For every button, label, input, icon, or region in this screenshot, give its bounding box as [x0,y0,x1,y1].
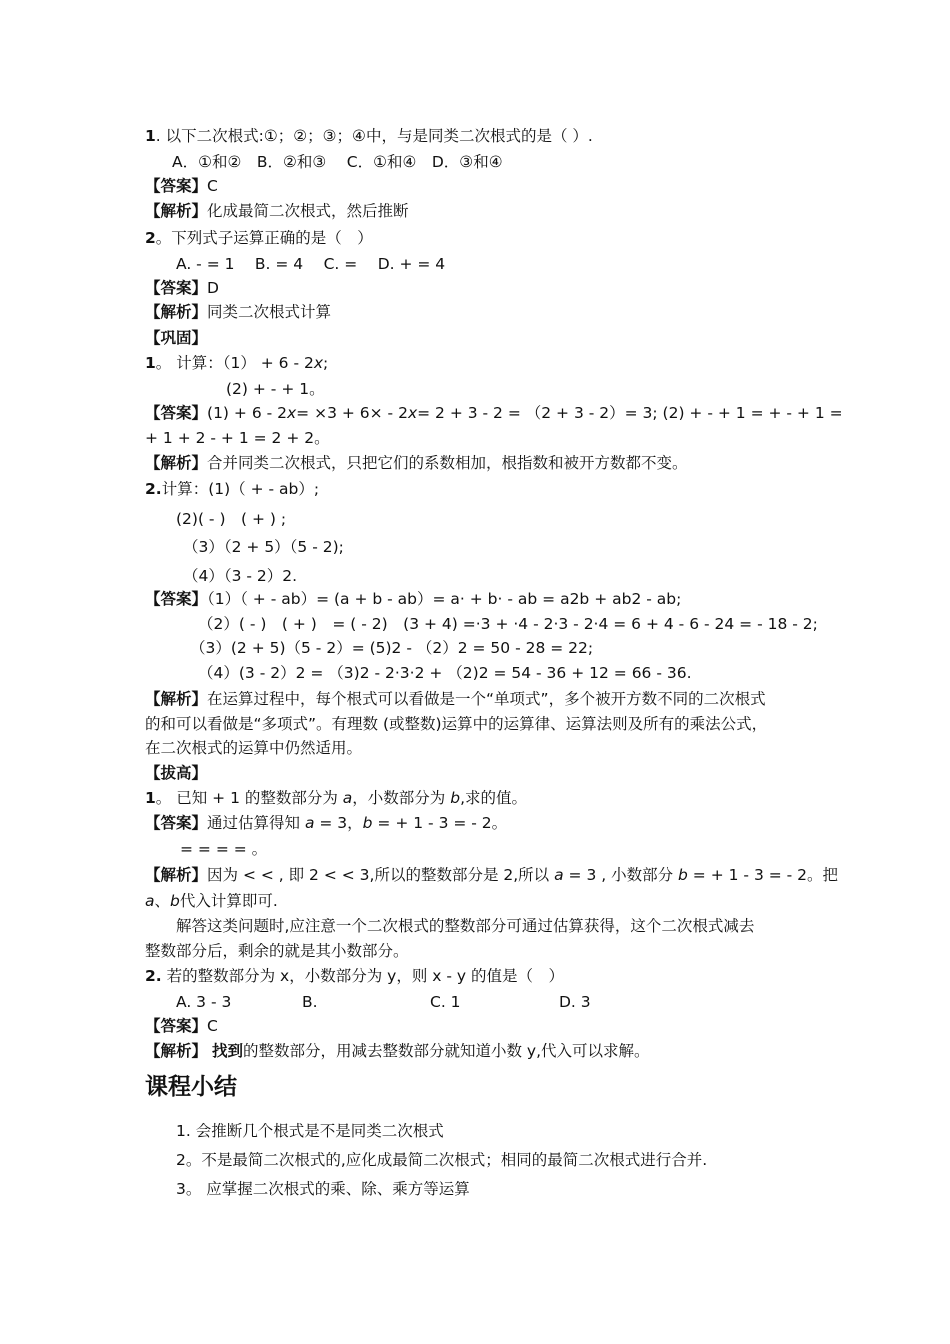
question-1-options: A．①和② B．②和③ C．①和④ D．③和④ [172,153,503,171]
analysis-text: 合并同类二次根式，只把它们的系数相加，根指数和被开方数都不变。 [207,454,688,472]
question-text: 。 计算：（1） + 6 - 2 [155,354,314,372]
consolidation-question-2-part-3: （3）（2 + 5）（5 - 2); [183,538,344,556]
analysis-text: 化成最简二次根式，然后推断 [207,202,409,220]
answer-value: C [207,177,218,195]
consolidation-analysis-1 [145,453,688,473]
advanced-option-b: B. [302,993,318,1011]
answer-text: = + 1 - 3 = - 2。 [372,814,508,832]
answer-text: （1）（ + - ab）= (a + b - ab）= a· + b· - ab = a2b + ab2 - ab; [207,590,682,608]
question-number: 1 [145,127,156,145]
variable-b: b [362,814,373,832]
analysis-label: 【解析】 [145,202,208,220]
summary-item-1: 1. 会推断几个根式是不是同类二次根式 [176,1122,444,1140]
question-2-options: A. - = 1 B. = 4 C. = D. + = 4 [176,255,446,273]
consolidation-analysis-2-line-3: 在二次根式的运算中仍然适用。 [145,739,363,757]
consolidation-answer-2-part-3: （3）(2 + 5)（5 - 2）= (5)2 - （2）2 = 50 - 28 = 22; [190,639,594,657]
answer-label: 【答案】 [145,1017,208,1035]
answer-label: 【答案】 [145,404,208,422]
question-1 [145,126,593,146]
variable-a: a [145,892,155,910]
advanced-option-d: D. 3 [559,993,591,1011]
question-number: 2. [145,967,162,985]
consolidation-answer-2-part-4: （4）(3 - 2）2 = （3)2 - 2·3·2 + （2)2 = 54 - 36 + 12 = 66 - 36. [198,664,692,682]
answer-label: 【答案】 [145,177,208,195]
answer-text: = 2 + 3 - 2 = （2 + 3 - 2）= 3; (2) + - + 1 = + - + 1 = [417,404,843,422]
analysis-label: 【解析】 [145,866,208,884]
variable-b: b [170,892,180,910]
question-number: 2 [145,229,156,247]
analysis-label: 【解析】 [145,454,208,472]
variable-x: x [313,354,324,372]
advanced-analysis-1-line-2 [145,891,278,911]
consolidation-answer-2-part-2: （2）( - ) ( + ) = ( - 2) (3 + 4) =·3 + ·4 - 2·3 - 2·4 = 6 + 4 - 6 - 24 = - 18 - 2; [198,615,818,633]
section-heading-bagao: 【拔高】 [145,764,208,782]
question-text: ，小数部分为 [352,789,451,807]
advanced-analysis-2 [145,1041,650,1061]
variable-a: a [304,814,315,832]
variable-x: x [286,404,297,422]
question-number: 1 [145,354,156,372]
analysis-label: 【解析】 [145,690,208,708]
consolidation-question-2-part-2: (2)( - ) ( + ) ; [176,510,287,528]
consolidation-answer-2 [145,589,681,609]
variable-x: x [407,404,418,422]
consolidation-question-2-part-4: （4）（3 - 2）2. [183,567,298,585]
advanced-question-2 [145,966,564,986]
summary-item-3: 3。 应掌握二次根式的乘、除、乘方等运算 [176,1180,470,1198]
answer-value: C [207,1017,218,1035]
advanced-answer-1 [145,813,507,833]
analysis-emphasis: 找到 [211,1042,243,1060]
consolidation-question-2 [145,479,319,499]
question-text: 。下列式子运算正确的是（ ） [155,229,373,247]
advanced-analysis-1 [145,865,838,885]
advanced-analysis-1-line-3: 解答这类问题时,应注意一个二次根式的整数部分可通过估算获得，这个二次根式减去 [176,917,755,935]
analysis-label: 【解析】 [145,1042,208,1060]
advanced-answer-1-line-2: = = = = 。 [180,840,268,858]
advanced-answer-2 [145,1016,218,1036]
analysis-text: 、 [154,892,171,910]
answer-1 [145,176,218,196]
analysis-text: 同类二次根式计算 [207,303,332,321]
variable-b: b [678,866,688,884]
answer-text: = 3， [314,814,363,832]
question-text: 计算：(1)（ + - ab）; [161,480,320,498]
analysis-2 [145,302,331,322]
analysis-text: = + 1 - 3 = - 2。把 [687,866,839,884]
section-heading-gonggu: 【巩固】 [145,329,208,347]
answer-label: 【答案】 [145,814,208,832]
question-text-end: ; [323,354,329,372]
consolidation-answer-1 [145,403,843,423]
answer-label: 【答案】 [145,590,208,608]
question-text: . 以下二次根式:①；②；③；④中，与是同类二次根式的是（ ）. [155,127,593,145]
answer-text: 通过估算得知 [207,814,305,832]
question-number: 1 [145,789,156,807]
consolidation-analysis-2-line-2: 的和可以看做是“多项式”。有理数 (或整数)运算中的运算律、运算法则及所有的乘法公式， [145,715,768,733]
advanced-option-c: C. 1 [430,993,461,1011]
advanced-question-1 [145,788,527,808]
summary-item-2: 2。不是最简二次根式的,应化成最简二次根式；相同的最简二次根式进行合并. [176,1151,708,1169]
analysis-1 [145,201,409,221]
answer-2 [145,278,219,298]
variable-b: b [450,789,461,807]
consolidation-analysis-2 [145,689,766,709]
consolidation-question-1 [145,353,328,373]
analysis-label: 【解析】 [145,303,208,321]
answer-text: = ×3 + 6× - 2 [296,404,408,422]
question-text: 。 已知 + 1 的整数部分为 [155,789,343,807]
answer-label: 【答案】 [145,279,208,297]
summary-title: 课程小结 [145,1074,237,1100]
consolidation-question-1-line-2: (2) + - + 1。 [226,380,325,398]
analysis-text: 在运算过程中，每个根式可以看做是一个“单项式”，多个被开方数不同的二次根式 [207,690,766,708]
answer-text: (1) + 6 - 2 [207,404,287,422]
advanced-analysis-1-line-4: 整数部分后，剩余的就是其小数部分。 [145,942,409,960]
analysis-text: = 3 , 小数部分 [563,866,679,884]
question-text: 若的整数部分为 x，小数部分为 y，则 x - y 的值是（ ） [161,967,564,985]
answer-value: D [207,279,219,297]
question-2 [145,228,373,248]
variable-a: a [554,866,564,884]
analysis-text: 的整数部分，用减去整数部分就知道小数 y,代入可以求解。 [242,1042,650,1060]
question-text: ,求的值。 [460,789,528,807]
analysis-text: 代入计算即可. [179,892,278,910]
question-number: 2. [145,480,162,498]
advanced-option-a: A. 3 - 3 [176,993,232,1011]
consolidation-answer-1-line-2: + 1 + 2 - + 1 = 2 + 2。 [145,429,330,447]
variable-a: a [342,789,353,807]
analysis-text: 因为 < < , 即 2 < < 3,所以的整数部分是 2,所以 [207,866,555,884]
